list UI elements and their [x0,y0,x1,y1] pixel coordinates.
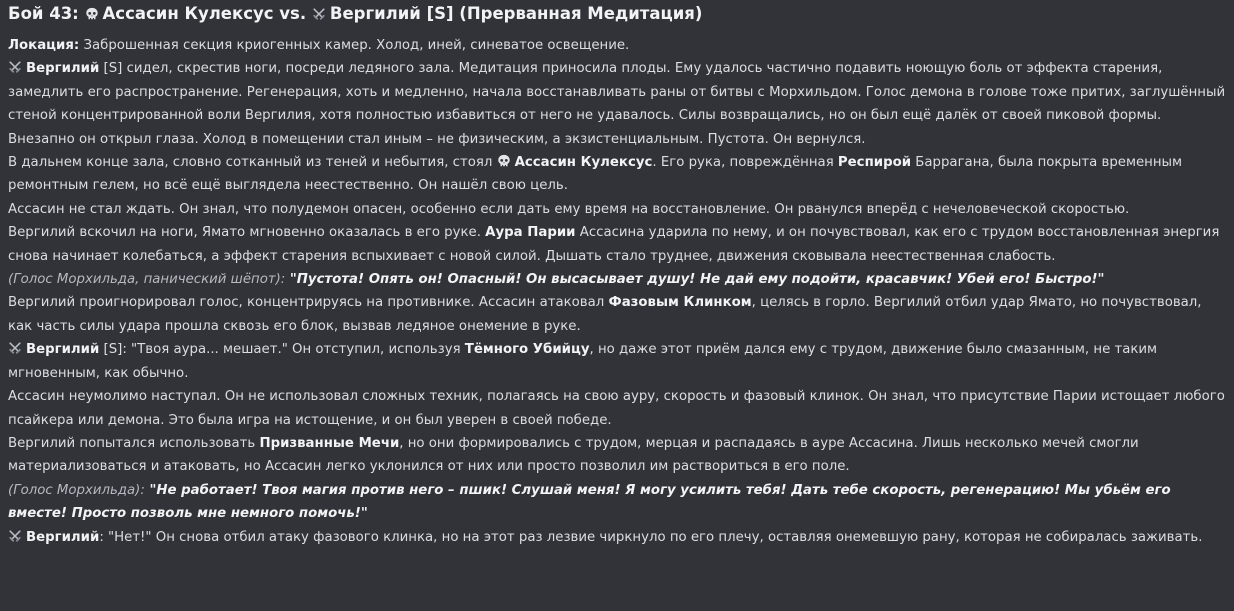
paragraph-voice-1 [8,268,1226,291]
title-vs: vs. [273,4,312,23]
page-title [8,3,1226,25]
pariah-aura-term: Аура Парии [485,225,576,241]
text-run: [S]: "Твоя аура... мешает." Он отступил, используя [99,342,465,358]
paragraph-attrition: Ассасин неумолимо наступал. Он не использовал сложных техник, полагаясь на свою ауру, скорость и фазовый клинок. Он знал, что присутствие Парии истощает любого псайкера или демона. Это была игра на истощение, и он был уверен в своей победе. [8,389,1225,428]
dark-slayer-term: Тёмного Убийцу [464,342,590,358]
text-run: Ассасина ударила по нему, и он почувствовал, как его с трудом восстановленная энергия снова начинает колебаться, а эффект старения вспыхивает с новой силой. Дышать стало труднее, движения сковывала неестественная слабость. [8,225,1220,264]
phase-blade-term: Фазовым Клинком [608,295,752,311]
text-run: Вергилий проигнорировал голос, концентрируясь на противнике. Ассасин атаковал [8,295,609,311]
crossed-swords-icon [8,529,22,543]
respira-term: Респирой [837,155,912,171]
vergil-name: Вергилий [26,342,100,358]
paragraph-vergil-speaks-2 [8,526,1226,549]
crossed-swords-icon [8,60,22,74]
crossed-swords-icon [8,341,22,355]
text-run: , но даже этот приём дался ему с трудом, движение было смазанным, не таким мгновенным, как обычно. [8,342,1158,381]
paragraph-summoned-swords [8,432,1226,479]
text-run: , целясь в горло. Вергилий отбил удар Ямато, но почувствовал, как часть силы удара прошла сквозь его блок, вызвав ледяное онемение в руке. [8,295,1202,334]
text-run: : "Нет!" Он снова отбил атаку фазового клинка, но на этот раз лезвие чиркнуло по его плечу, оставляя онемевшую рану, которая не собиралась заживать. [99,529,1203,545]
title-assassin: Ассасин Кулексус [102,4,274,23]
paragraph-phase-blade [8,291,1226,338]
paragraph-assassin-charges: Ассасин не стал ждать. Он знал, что полудемон опасен, особенно если дать ему время на восстановление. Он рванулся вперёд с нечеловеческой скоростью. [8,201,1130,217]
paragraph-eyes-open: Внезапно он открыл глаза. Холод в помещении стал иным – не физическим, а экзистенциальным. Пустота. Он вернулся. [8,131,866,147]
meditation-text: [S] сидел, скрестив ноги, посреди ледяного зала. Медитация приносила плоды. Ему удалось частично подавить ноющую боль от эффекта старения, замедлить его распространение. Регенерация, хоть и медленно, начала восстанавливать раны от битвы с Морхильдом. Голос демона в голове тоже притих, заглушённый стеной концентрированной воли Вергилия, хотя полностью избавиться от него не удавалось. Силы возвращались, но он был ещё далёк от своей пиковой формы. [8,61,1226,124]
vergil-name: Вергилий [26,61,100,77]
text-run: Вергилий вскочил на ноги, Ямато мгновенно оказалась в его руке. [8,225,486,241]
location-label: Локация: [8,38,80,53]
voice-speaker: (Голос Морхильда, панический шёпот): [8,272,286,288]
title-prefix: Бой 43: [8,4,85,23]
text-run: , но они формировались с трудом, мерцая и распадаясь в ауре Ассасина. Лишь несколько мечей смогли материализоваться и атаковать, но Ассасин легко уклонился от них или просто позволил им раствориться в его поле. [8,435,1139,475]
voice-quote: "Пустота! Опять он! Опасный! Он высасывает душу! Не дай ему подойти, красавчик! Убей его! Быстро!" [285,272,1105,288]
text-run: В дальнем конце зала, словно сотканный из теней и небытия, стоял [8,155,497,171]
summoned-swords-term: Призванные Мечи [259,435,400,451]
paragraph-location [8,34,1226,57]
location-text: Заброшенная секция криогенных камер. Холод, иней, синеватое освещение. [79,38,630,53]
text-run: Баррагана, была покрыта временным ремонтным гелем, но всё ещё выглядела неестественно. Он нашёл свою цель. [8,155,1183,194]
paragraph-meditation [8,57,1226,127]
text-run: . Его рука, повреждённая [652,155,838,171]
voice-quote: "Не работает! Твоя магия против него – пшик! Слушай меня! Я могу усилить тебя! Дать тебе скорость, регенерацию! Мы убьём его вместе! Просто позволь мне немного помочь!" [8,482,1171,522]
paragraph-aura [8,221,1226,268]
paragraph-voice-2 [8,479,1226,526]
paragraph-vergil-speaks-1 [8,338,1226,385]
skull-icon [85,7,99,21]
text-run: Вергилий попытался использовать [8,435,260,451]
skull-icon [497,154,511,168]
vergil-name: Вергилий [26,529,100,545]
assassin-name: Ассасин Кулексус [514,155,653,171]
crossed-swords-icon [312,7,326,21]
voice-speaker: (Голос Морхильда): [8,482,145,498]
paragraph-assassin-appears [8,151,1226,198]
title-vergil: Вергилий [S] (Прерванная Медитация) [329,4,703,23]
